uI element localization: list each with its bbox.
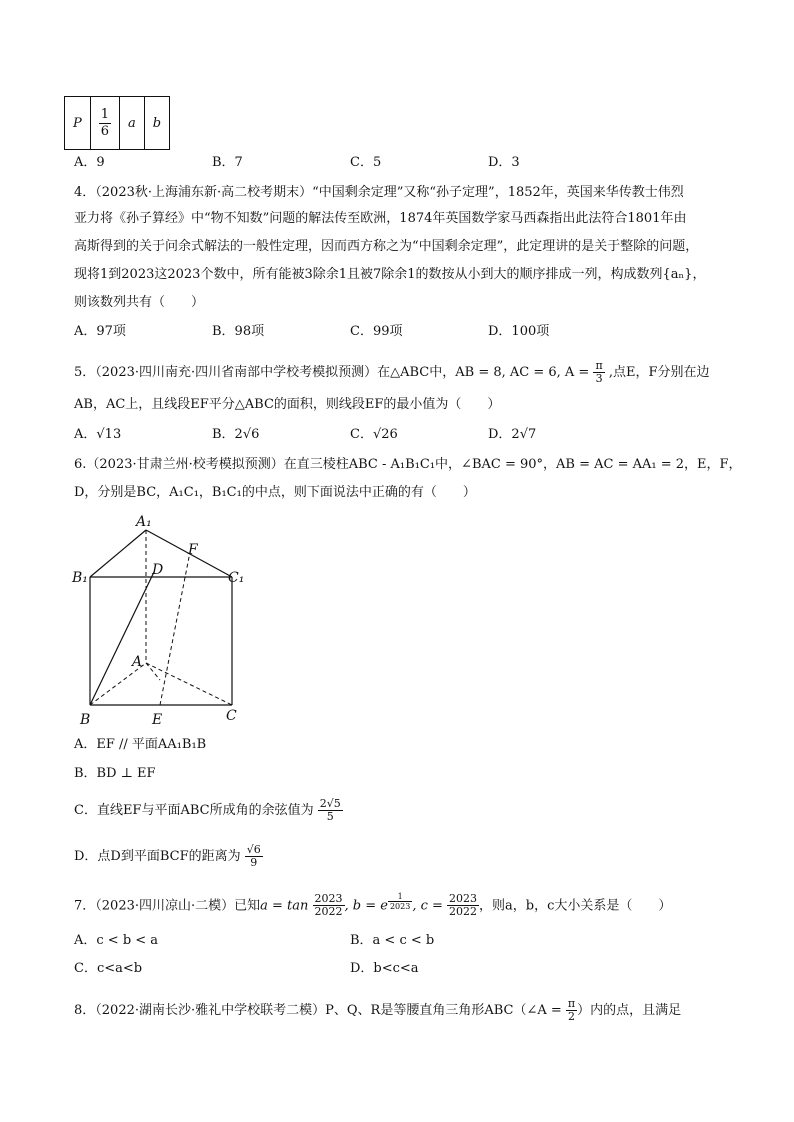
q6-text-line2: D，分别是BC，A₁C₁，B₁C₁的中点，则下面说法中正确的有（ ）	[74, 485, 476, 500]
table-cell-frac: $\frac{1}{6}$	[90, 97, 119, 150]
q3-option-a[interactable]: A．9	[74, 155, 105, 170]
q5-option-b[interactable]: B．2√6	[212, 427, 260, 442]
table-cell-b: b	[144, 97, 169, 150]
probability-table	[64, 96, 170, 150]
label-b1: B₁	[72, 570, 88, 586]
segment-ae-hidden	[146, 663, 160, 680]
q5-option-a[interactable]: A．√13	[74, 427, 122, 442]
q8-text: 8．（2022·湖南长沙·雅礼中学校联考二模）P、Q、R是等腰直角三角形ABC（∠A = $\frac{\pi}{2}$ ）内的点，且满足	[74, 997, 682, 1023]
label-e: E	[152, 712, 163, 728]
label-b: B	[80, 712, 91, 728]
table-cell-a: a	[120, 97, 145, 150]
q4-option-c[interactable]: C．99项	[350, 324, 403, 339]
q5-text-line2: AB，AC上，且线段EF平分△ABC的面积，则线段EF的最小值为（ ）	[74, 397, 501, 412]
prism-figure	[60, 510, 260, 735]
q6-option-a[interactable]: A．EF // 平面AA₁B₁B	[74, 737, 207, 752]
q7-option-b[interactable]: B．a < c < b	[350, 933, 435, 948]
q7-option-a[interactable]: A．c < b < a	[74, 933, 159, 948]
label-f: F	[188, 542, 198, 558]
q4-text-line2: 亚力将《孙子算经》中“物不知数”问题的解法传至欧洲，1874年英国数学家马西森指出此法符合1801年由	[74, 211, 687, 226]
edge-ac-hidden	[146, 663, 232, 705]
label-a1: A₁	[136, 514, 152, 530]
q5-frac: $\frac{\pi}{3}$	[595, 359, 603, 385]
q6-option-d[interactable]: D．点D到平面BCF的距离为 $\frac{√6}{9}$	[74, 843, 261, 869]
segment-bd	[90, 572, 154, 705]
q3-option-b[interactable]: B．7	[212, 155, 243, 170]
q6-option-b[interactable]: B．BD ⊥ EF	[74, 766, 156, 781]
q7-option-c[interactable]: C．c<a<b	[74, 961, 143, 976]
q7-text: 7．（2023·四川凉山·二模）已知a = tan $\frac{2023}{2022}$ , b = e $^{\frac{1}{2023}}$ , c = $\frac{2023}{2022}$ ，则a，b，c大小关系是（ ）	[74, 892, 672, 919]
label-a: A	[132, 654, 143, 670]
q4-text-line1: 4．（2023秋·上海浦东新·高二校考期末）“中国剩余定理”又称“孙子定理”，1852年，英国来华传教士伟烈	[74, 185, 684, 200]
q5-text-line1: 5．（2023·四川南充·四川省南部中学校考模拟预测）在△ABC中，AB = 8, AC = 6, A = $\frac{\pi}{3}$ ,点E，F分别在边	[74, 359, 710, 385]
q7-option-d[interactable]: D．b<c<a	[350, 961, 419, 976]
label-c: C	[226, 708, 237, 724]
q4-option-a[interactable]: A．97项	[74, 324, 126, 339]
q5-option-d[interactable]: D．2√7	[488, 427, 537, 442]
q3-option-c[interactable]: C．5	[350, 155, 382, 170]
q4-text-line5: 则该数列共有（ ）	[74, 295, 205, 310]
table-cell-p: P	[65, 97, 91, 150]
label-d: D	[152, 562, 164, 578]
edge-b1a1	[90, 530, 146, 577]
q3-option-d[interactable]: D．3	[488, 155, 520, 170]
q4-option-d[interactable]: D．100项	[488, 324, 550, 339]
q5-option-c[interactable]: C．√26	[350, 427, 398, 442]
q6-option-c[interactable]: C．直线EF与平面ABC所成角的余弦值为 $\frac{2√5}{5}$	[74, 797, 341, 823]
q6-text-line1: 6.（2023·甘肃兰州·校考模拟预测）在直三棱柱ABC - A₁B₁C₁中，∠BAC = 90°，AB = AC = AA₁ = 2，E，F，	[74, 457, 742, 472]
label-c1: C₁	[228, 570, 245, 586]
q4-option-b[interactable]: B．98项	[212, 324, 265, 339]
q4-text-line4: 现将1到2023这2023个数中，所有能被3除余1且被7除余1的数按从小到大的顺序排成一列，构成数列{aₙ}，	[74, 267, 706, 282]
q4-text-line3: 高斯得到的关于问余式解法的一般性定理，因而西方称之为“中国剩余定理”，此定理讲的是关于整除的问题，	[74, 239, 699, 254]
